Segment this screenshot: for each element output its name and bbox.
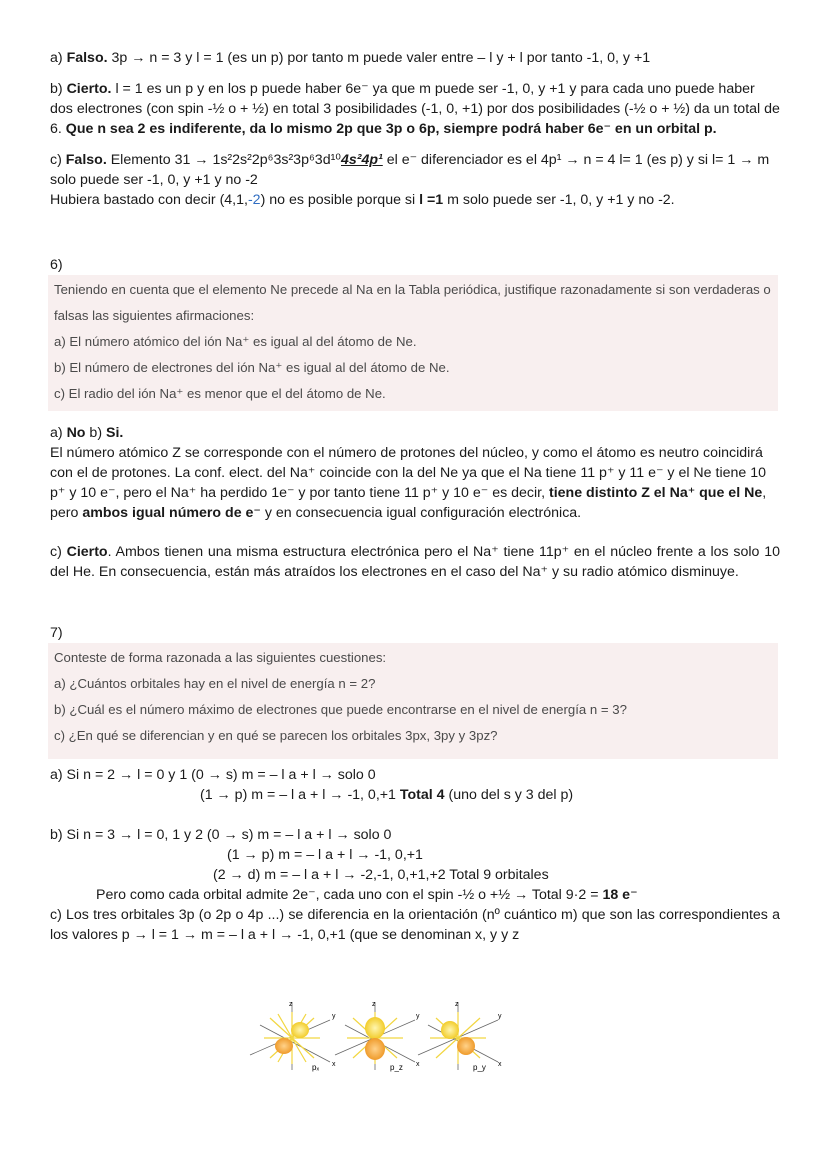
answer-7-c: c) Los tres orbitales 3p (o 2p o 4p ...) se diferencia en la orientación (nº cuántico m) que son las correspondientes a los valores p → l = 1 → m = – l a + l → -1, 0,+1 (que se denominan x, y y z xyxy=(50,907,780,943)
orbital-label-py: p_y xyxy=(473,1063,486,1072)
question-7-box xyxy=(48,643,778,759)
orbital-py xyxy=(418,1001,502,1072)
p-orbitals-figure xyxy=(230,1000,520,1075)
axis-x-label-1: x xyxy=(332,1061,336,1068)
question-7-number: 7) xyxy=(50,625,63,641)
axis-x-label-3: x xyxy=(498,1061,502,1068)
axis-z-label-1: z xyxy=(289,1001,293,1008)
answer-6-c: c) Cierto. Ambos tienen una misma estructura electrónica pero el Na⁺ tiene 11p⁺ en el núcleo frente a los solo 10 del He. En consecuencia, están más atraídos los electrones en el caso del Na⁺ y su radio atómico disminuye. xyxy=(50,544,780,580)
axis-y-label-2: y xyxy=(416,1013,420,1020)
prev-answer-b: b) Cierto. l = 1 es un p y en los p puede haber 6e⁻ ya que m puede ser -1, 0, y +1 y para cada uno puede haber dos electrones (con spin -½ o + ½) en total 3 posibilidades (-1, 0, +1) por dos posibilidades (-½ o + ½) da un total de 6. Que n sea 2 es indiferente, da lo mismo 2p que 3p o 6p, siempre podrá haber 6e⁻ en un orbital p. xyxy=(50,81,780,137)
answer-7-a-line1: a) Si n = 2 → l = 0 y 1 (0 → s) m = – l a + l → solo 0 xyxy=(50,767,376,783)
prev-answer-a: a) Falso. 3p → n = 3 y l = 1 (es un p) por tanto m puede valer entre – l y + l por tanto -1, 0, y +1 xyxy=(50,50,651,66)
question-6-a: a) El número atómico del ión Na⁺ es igual al del átomo de Ne. xyxy=(54,334,417,349)
question-6-c: c) El radio del ión Na⁺ es menor que el del átomo de Ne. xyxy=(54,386,386,401)
answer-7-b-line3: (2 → d) m = – l a + l → -2,-1, 0,+1,+2 Total 9 orbitales xyxy=(213,867,549,883)
axis-x-label-2: x xyxy=(416,1061,420,1068)
answer-6-body: El número atómico Z se corresponde con el número de protones del núcleo, y como el átomo es neutro coincidirá con el de protones. La conf. elect. del Na⁺ coincide con la del Ne ya que el Na tiene 11 p⁺ y 11 e⁻ y el Ne tiene 10 p⁺ y 10 e⁻, pero el Na⁺ ha perdido 1e⁻ y por tanto tiene 11 p⁺ y 10 e⁻ es decir, tiene distinto Z el Na⁺ que el Ne, pero ambos igual número de e⁻ y en consecuencia igual configuración electrónica. xyxy=(50,445,767,521)
orbital-px xyxy=(250,1001,336,1072)
question-6-box xyxy=(48,275,778,411)
axis-z-label-3: z xyxy=(455,1001,459,1008)
orbital-label-px: pₓ xyxy=(312,1063,320,1072)
question-7-a: a) ¿Cuántos orbitales hay en el nivel de energía n = 2? xyxy=(54,676,376,691)
axis-y-label-1: y xyxy=(332,1013,336,1020)
answer-7-b-line2: (1 → p) m = – l a + l → -1, 0,+1 xyxy=(227,847,423,863)
orbital-pz xyxy=(335,1001,420,1072)
question-6-number: 6) xyxy=(50,257,63,273)
question-7-b: b) ¿Cuál es el número máximo de electrones que puede encontrarse en el nivel de energía n = 3? xyxy=(54,702,627,717)
p-orbitals-svg xyxy=(230,1000,520,1075)
answer-7-b-line4: Pero como cada orbital admite 2e⁻, cada uno con el spin -½ o +½ → Total 9·2 = 18 e⁻ xyxy=(96,887,638,903)
question-7-intro: Conteste de forma razonada a las siguientes cuestiones: xyxy=(54,650,387,665)
document-page xyxy=(50,48,780,945)
prev-answer-c: c) Falso. Elemento 31 → 1s²2s²2p⁶3s²3p⁶3d¹⁰4s²4p¹ el e⁻ diferenciador es el 4p¹ → n = 4 l= 1 (es p) y si l= 1 → m solo puede ser -1, 0, y +1 y no -2 Hubiera bastado con decir (4,1,-2) no es posible porque si l =1 m solo puede ser -1, 0, y +1 y no -2. xyxy=(50,152,770,208)
answer-7-b-line1: b) Si n = 3 → l = 0, 1 y 2 (0 → s) m = – l a + l → solo 0 xyxy=(50,827,392,843)
question-7-c: c) ¿En qué se diferencian y en qué se parecen los orbitales 3px, 3py y 3pz? xyxy=(54,728,498,743)
question-6-b: b) El número de electrones del ión Na⁺ es igual al del átomo de Ne. xyxy=(54,360,450,375)
answer-7-a-line2: (1 → p) m = – l a + l → -1, 0,+1 Total 4 (uno del s y 3 del p) xyxy=(200,787,574,803)
orbital-label-pz: p_z xyxy=(390,1063,403,1072)
axis-y-label-3: y xyxy=(498,1013,502,1020)
axis-z-label-2: z xyxy=(372,1001,376,1008)
answer-6-ab: a) No b) Si. xyxy=(50,425,124,441)
question-6-intro: Teniendo en cuenta que el elemento Ne precede al Na en la Tabla periódica, justifique razonadamente si son verdaderas o falsas las siguientes afirmaciones: xyxy=(54,282,771,323)
